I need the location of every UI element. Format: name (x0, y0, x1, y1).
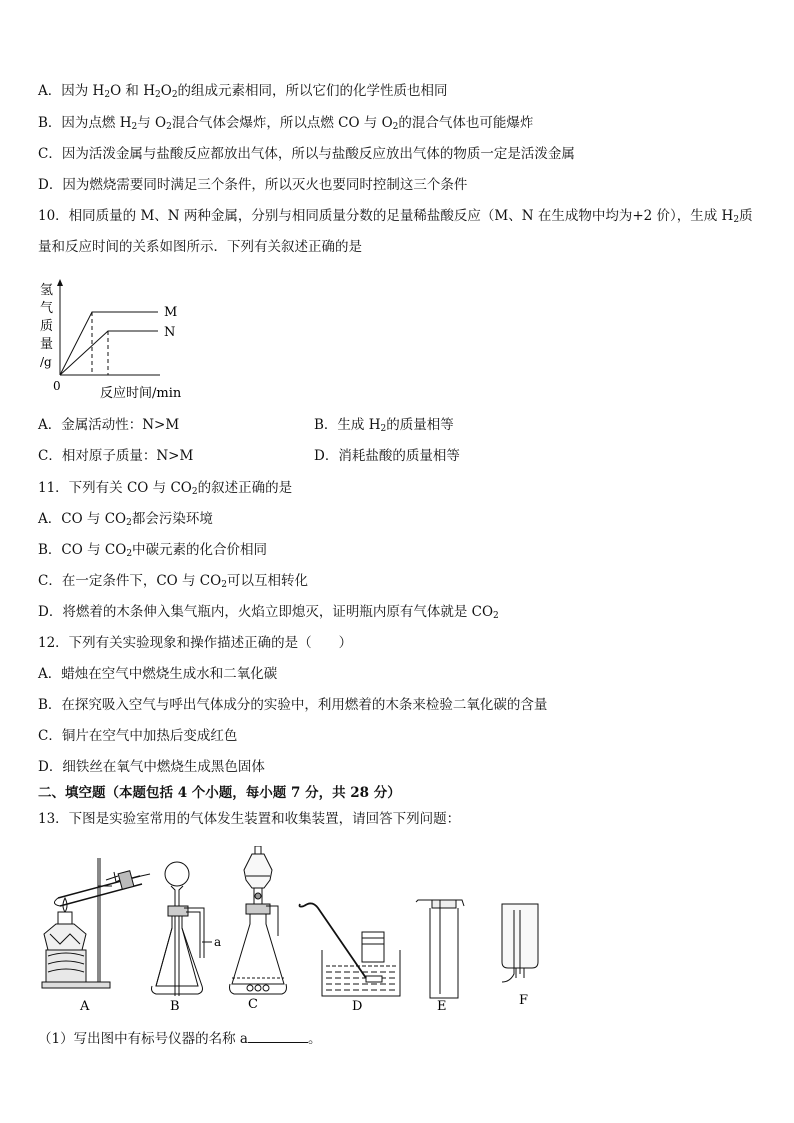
q12-option-d: D．细铁丝在氧气中燃烧生成黑色固体 (38, 759, 265, 775)
q12-option-b: B．在探究吸入空气与呼出气体成分的实验中，利用燃着的木条来检验二氧化碳的含量 (38, 697, 548, 713)
q10-graph (36, 278, 196, 402)
q11-stem: 11．下列有关 CO 与 $CO_2$的叙述正确的是 (38, 480, 293, 497)
label-e: E (437, 999, 447, 1014)
q13-apparatus-figure (36, 846, 556, 1014)
q12-option-a: A．蜡烛在空气中燃烧生成水和二氧化碳 (38, 666, 278, 682)
q9-option-b: B．因为点燃 $H_2$与 $O_2$混合气体会爆炸，所以点燃 CO 与 $O_2$的混合气体也可能爆炸 (38, 115, 534, 132)
q9-option-d: D．因为燃烧需要同时满足三个条件，所以灭火也要同时控制这三个条件 (38, 177, 468, 193)
label-b: B (170, 999, 180, 1014)
q13-stem: 13．下图是实验室常用的气体发生装置和收集装置，请回答下列问题： (38, 811, 461, 827)
graph-xlabel: 反应时间/min (100, 386, 182, 401)
q9-option-c: C．因为活泼金属与盐酸反应都放出气体，所以与盐酸反应放出气体的物质一定是活泼金属 (38, 146, 575, 162)
q9-option-a: A．因为 $H_2O$ 和 $H_2O_2$的组成元素相同，所以它们的化学性质也相同 (38, 83, 448, 100)
apparatus-d (300, 903, 401, 996)
q10-stem-line1: 10．相同质量的 M、N 两种金属，分别与相同质量分数的足量稀盐酸反应（M、N 在生成物中均为+2 价），生成 $H_2$质 (38, 208, 753, 225)
q10-option-d: D．消耗盐酸的质量相等 (314, 448, 460, 464)
label-mark-a: a (214, 935, 222, 949)
graph-curve-m (60, 312, 158, 375)
graph-ylabel-5: /g (40, 355, 52, 369)
apparatus-c (230, 846, 287, 994)
graph-ylabel-2: 气 (40, 301, 54, 316)
q11-option-b: B．CO 与 $CO_2$中碳元素的化合价相同 (38, 542, 268, 559)
label-d: D (352, 999, 363, 1014)
q10-stem-line2: 量和反应时间的关系如图所示．下列有关叙述正确的是 (38, 239, 362, 255)
q12-stem: 12．下列有关实验现象和操作描述正确的是（ ） (38, 635, 353, 651)
label-c: C (248, 997, 258, 1012)
q10-option-b: B．生成 $H_2$的质量相等 (314, 417, 454, 434)
graph-ylabel-4: 量 (40, 337, 54, 352)
q12-option-c: C．铜片在空气中加热后变成红色 (38, 728, 238, 744)
graph-ylabel-1: 氢 (40, 283, 54, 298)
apparatus-a (42, 858, 150, 988)
q13-sub1: （1）写出图中有标号仪器的名称 a 。 (38, 1031, 322, 1047)
answer-blank[interactable] (248, 1030, 308, 1043)
graph-curve-n (60, 331, 158, 375)
graph-label-m: M (164, 305, 178, 320)
q11-option-a: A．CO 与 $CO_2$都会污染环境 (38, 511, 213, 528)
q10-option-a: A．金属活动性：N>M (38, 417, 180, 433)
label-a: A (80, 999, 90, 1014)
apparatus-b (152, 862, 213, 996)
q10-option-c: C．相对原子质量：N>M (38, 448, 194, 464)
graph-y-arrow (57, 279, 63, 286)
apparatus-e (416, 900, 464, 998)
apparatus-f (502, 904, 538, 982)
label-f: F (519, 993, 529, 1008)
graph-origin: 0 (53, 379, 61, 393)
section-heading: 二、填空题（本题包括 4 个小题，每小题 7 分，共 28 分） (38, 785, 401, 801)
q11-option-d: D．将燃着的木条伸入集气瓶内，火焰立即熄灭，证明瓶内原有气体就是 $CO_2$ (38, 604, 499, 621)
graph-ylabel-3: 质 (40, 319, 54, 334)
graph-label-n: N (164, 325, 176, 340)
q11-option-c: C．在一定条件下，CO 与 $CO_2$可以互相转化 (38, 573, 308, 590)
